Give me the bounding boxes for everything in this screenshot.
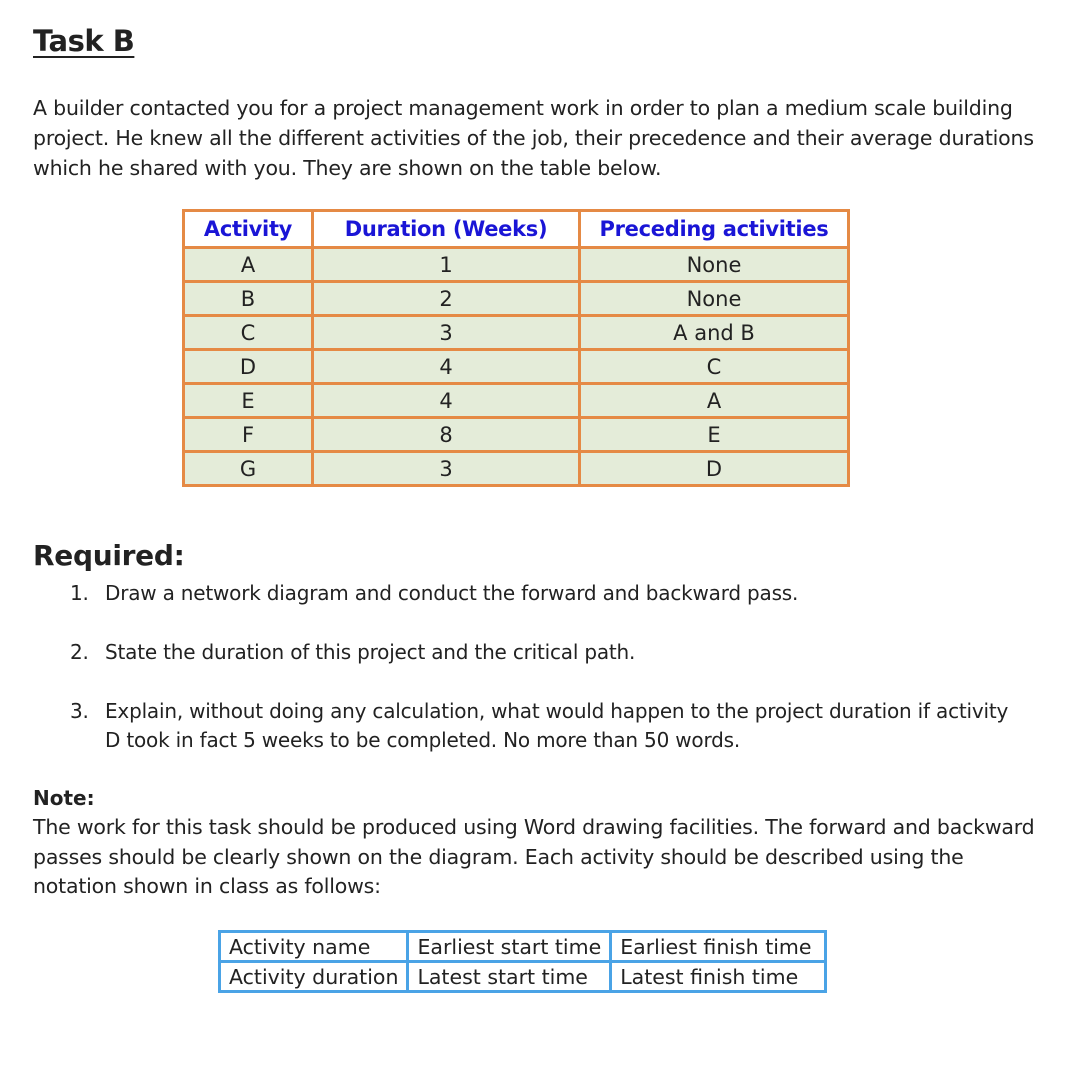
item-number: 2. (70, 640, 89, 664)
table-row (184, 248, 849, 282)
item-text: Draw a network diagram and conduct the forward and backward pass. (105, 581, 799, 605)
item-number: 1. (70, 581, 89, 605)
duration-cell: 4 (313, 384, 580, 418)
activity-cell: E (184, 384, 313, 418)
activity-cell: A (184, 248, 313, 282)
preceding-cell: A and B (580, 316, 849, 350)
notation-cell: Activity duration (220, 962, 408, 992)
item-text: Explain, without doing any calculation, what would happen to the project duration if activity D took in fact 5 weeks to be completed. No more than 50 words. (105, 699, 1009, 752)
table-row (184, 452, 849, 486)
preceding-cell: None (580, 282, 849, 316)
preceding-cell: A (580, 384, 849, 418)
page-title: Task B (33, 24, 135, 58)
table-row (184, 282, 849, 316)
duration-cell: 3 (313, 452, 580, 486)
notation-cell: Activity name (220, 932, 408, 962)
notation-table (218, 930, 827, 993)
required-heading: Required: (33, 539, 185, 572)
activity-cell: G (184, 452, 313, 486)
notation-cell: Earliest finish time (611, 932, 826, 962)
notation-cell: Latest finish time (611, 962, 826, 992)
duration-cell: 8 (313, 418, 580, 452)
preceding-cell: D (580, 452, 849, 486)
activity-cell: F (184, 418, 313, 452)
table-header-row (184, 211, 849, 248)
activity-cell: D (184, 350, 313, 384)
notation-row (220, 962, 826, 992)
notation-cell: Latest start time (408, 962, 611, 992)
item-number: 3. (70, 699, 89, 723)
activity-table (182, 209, 850, 487)
duration-cell: 1 (313, 248, 580, 282)
column-header-preceding: Preceding activities (580, 211, 849, 248)
duration-cell: 4 (313, 350, 580, 384)
notation-cell: Earliest start time (408, 932, 611, 962)
table-row (184, 418, 849, 452)
preceding-cell: None (580, 248, 849, 282)
notation-row (220, 932, 826, 962)
column-header-activity: Activity (184, 211, 313, 248)
note-heading: Note: (33, 786, 95, 810)
note-body: The work for this task should be produced using Word drawing facilities. The forward and backward passes should be clearly shown on the diagram. Each activity should be described using the notation shown in class as follows: (33, 815, 1035, 898)
item-text: State the duration of this project and the critical path. (105, 640, 636, 664)
column-header-duration: Duration (Weeks) (313, 211, 580, 248)
preceding-cell: E (580, 418, 849, 452)
activity-cell: C (184, 316, 313, 350)
duration-cell: 3 (313, 316, 580, 350)
table-row (184, 384, 849, 418)
table-row (184, 350, 849, 384)
preceding-cell: C (580, 350, 849, 384)
intro-paragraph: A builder contacted you for a project management work in order to plan a medium scale building project. He knew all the different activities of the job, their precedence and their average durations which he shared with you. They are shown on the table below. (33, 96, 1034, 180)
activity-cell: B (184, 282, 313, 316)
duration-cell: 2 (313, 282, 580, 316)
table-row (184, 316, 849, 350)
